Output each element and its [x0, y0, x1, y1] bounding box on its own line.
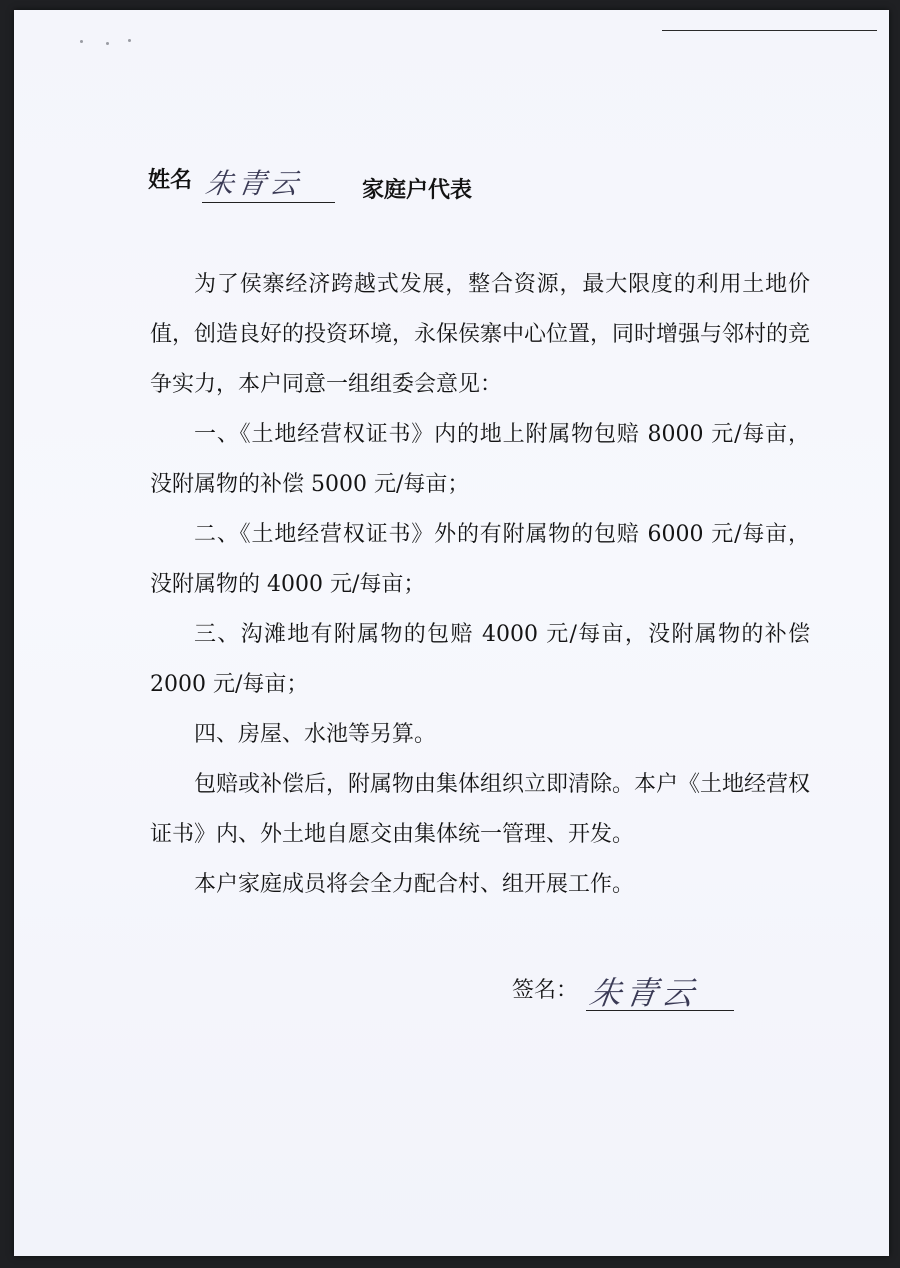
signature-field — [586, 972, 734, 1011]
clause-2: 二、《土地经营权证书》外的有附属物的包赔 6000 元/每亩，没附属物的 4000 元/每亩； — [150, 522, 810, 597]
clause-3: 三、沟滩地有附属物的包赔 4000 元/每亩，没附属物的补偿 2000 元/每亩； — [150, 622, 810, 697]
clause-4: 四、房屋、水池等另算。 — [194, 722, 437, 747]
cooperation-paragraph: 本户家庭成员将会全力配合村、组开展工作。 — [194, 872, 635, 897]
intro-paragraph: 为了侯寨经济跨越式发展，整合资源，最大限度的利用土地价值，创造良好的投资环境，永保侯寨中心位置，同时增强与邻村的竞争实力，本户同意一组组委会意见： — [150, 272, 811, 397]
clause-1: 一、《土地经营权证书》内的地上附属物包赔 8000 元/每亩，没附属物的补偿 5000 元/每亩； — [150, 422, 810, 497]
top-rule — [662, 30, 877, 31]
punch-mark — [106, 42, 109, 45]
punch-mark — [80, 40, 83, 43]
handwritten-signature: 朱青云 — [587, 974, 701, 1012]
signature-label: 签名： — [512, 978, 579, 1003]
punch-mark — [128, 39, 131, 42]
header-row — [148, 163, 192, 203]
name-label: 姓名 — [148, 168, 193, 193]
document-page — [14, 10, 889, 1256]
name-field — [202, 160, 335, 203]
role-label: 家庭户代表 — [362, 178, 473, 203]
closing-paragraph: 包赔或补偿后，附属物由集体组织立即清除。本户《土地经营权证书》内、外土地自愿交由集体统一管理、开发。 — [150, 772, 811, 847]
document-body — [150, 260, 810, 910]
handwritten-name: 朱青云 — [203, 167, 305, 200]
